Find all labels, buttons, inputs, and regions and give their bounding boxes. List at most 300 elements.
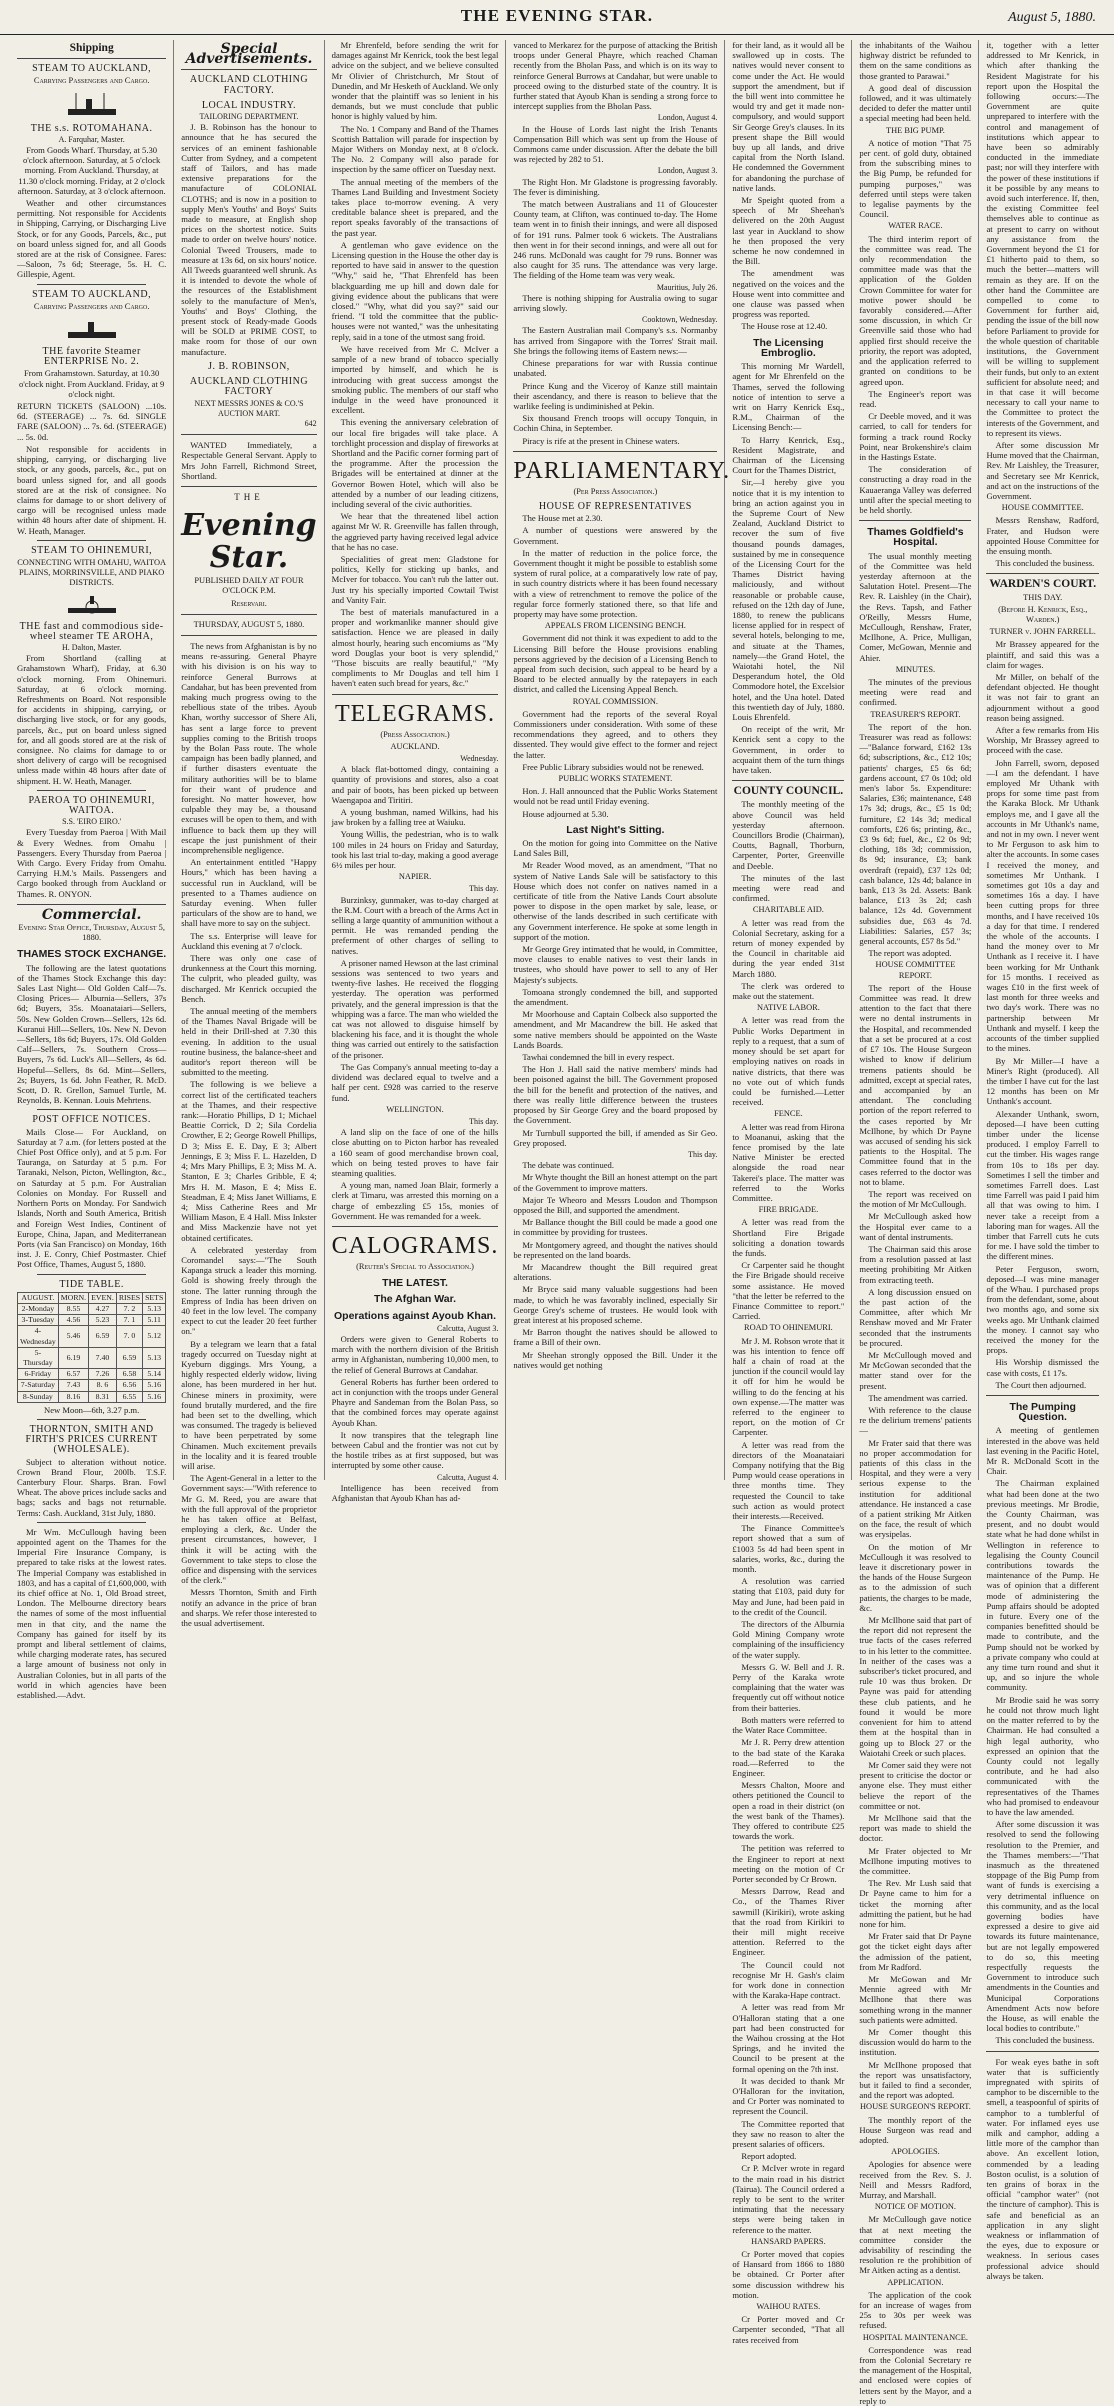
report-paragraph: Mr George Grey intimated that he would, in Committee, move clauses to enable natives to vest their lands in trustees, who should have power to sell to any of Her Majesty's subjects. xyxy=(513,944,718,985)
table-cell: 6.59 xyxy=(89,1326,117,1347)
report-paragraph: On the motion for going into Committee on the Native Land Sales Bill, xyxy=(513,838,718,859)
report-paragraph: Mr Moorhouse and Captain Colbeck also supported the amendment, and Mr Macandrew the bill. He asked that some native members should be appointed on the Waste Lands Boards. xyxy=(513,1009,718,1050)
report-paragraph: The report of the hon. Treasurer was read as follows:—"Balance forward, £162 13s 6d; subscriptions, &c., £12 10s; patients' charges, £5 6s 6d; gardens account, £7 0s 10d; old men's labor 5s. Expenditure: Salaries, £36; maintenance, £48 17s 3d; drugs, &c., £5 1s 0d; furniture, £2 14s 3d; medical comforts, £26 6s; printing, &c., £3 9s 6d; fuel, &c., £2 0s 9d; clothing, 18s 3d; commission, 8s 9d; insurance, £3; bank overdraft (repaid), £37 12s 0d; cash balance, 12s 4d; balance in bank, £13 3s 2d. Assets: Bank balance, £13 3s 2d; cash balance, 12s 4d. Government subsidies due, £63 4s 7d. Liabilities: Salaries, £57 3s; general accounts, £57 8s 5d." xyxy=(859,721,972,947)
subsection-heading: ROYAL COMMISSION. xyxy=(572,696,659,706)
report-paragraph: Messrs G. W. Bell and J. R. Perry of the Karaka wrote complaining that the water was frequently cut off without notice from their batteries. xyxy=(732,1661,845,1713)
report-paragraph: This morning Mr Wardell, agent for Mr Ehrenfeld on the Thames, served the following notice of intention to serve a writ on Harry Kenrick Esq., R.M., Chairman of the Licensing Bench:— xyxy=(732,361,845,433)
report-paragraph: Mr McIlhone said that part of the report did not represent the true facts of the cases referred to in his letter to the committee. In neither of the cases was a subscriber's ticket procured, and rule 10 was thus broken. Dr Payne was paid for attending these club patients, and he found it would be more convenient for him to attend them at the hospital than in going up to Block 27 or the Waiotahi Creek or such places. xyxy=(859,1615,972,1758)
nameplate-motto: Reservari. xyxy=(231,598,267,608)
report-paragraph: Tawhai condemned the bill in every respect. xyxy=(522,1052,675,1063)
divider xyxy=(37,1522,146,1523)
report-paragraph: A meeting of gentlemen interested in the above was held last evening in the Pacific Hotel, Mr R. McDonald Scott in the Chair. xyxy=(986,1425,1100,1477)
table-cell: 4.56 xyxy=(58,1315,88,1326)
section-byline: (Press Association.) xyxy=(380,729,450,739)
cable-paragraph: Orders were given to General Roberts to march with the northern division of the British army in Afghanistan, numbering 10,000 men, to the relief of General Burrows at Candahar. xyxy=(331,1333,499,1375)
nameplate-the: THE xyxy=(234,491,264,502)
dateline-place: WELLINGTON. xyxy=(386,1104,444,1114)
report-paragraph: Messrs Chalton, Moore and others petitioned the Council to open a road in their district (on the west bank of the Thames). They offered to contribute £25 towards the work. xyxy=(732,1780,845,1842)
table-cell: 5.13 xyxy=(143,1303,166,1314)
ad-heading: STEAM TO OHINEMURI, xyxy=(31,544,153,556)
report-paragraph: Mr Macandrew thought the Bill required great alterations. xyxy=(513,1261,718,1283)
divider xyxy=(17,58,166,59)
ad-body: WANTED Immediately, a Respectable General Servant. Apply to Mrs John Farrell, Richmond Street, Shortland. xyxy=(181,440,317,481)
subsection-heading: CHARITABLE AID. xyxy=(752,905,824,915)
report-paragraph: Cr Carpenter said he thought the Fire Brigade should receive some assistance. He moved "that the letter be referred to the Finance Committee to report." Carried. xyxy=(732,1260,845,1322)
report-paragraph: Apologies for absence were received from the Rev. S. J. Neill and Messrs Radford, Murray, and Marshall. xyxy=(859,2159,972,2201)
telegram-paragraph: A prisoner named Hewson at the last criminal sessions was sentenced to two years and twenty-five lashes. He received the flogging yesterday. The operation was performed privately, and the general impression is that the whipping was a farce. The man who wielded the cat was not allowed to disguise himself by blackening his face, and it is thought the whole thing was carried out entirely to the satisfaction of the prisoner. xyxy=(331,957,499,1060)
subsection-heading: MINUTES. xyxy=(895,664,936,674)
report-paragraph: it, together with a letter addressed to Mr Kenrick, in which after thanking the Resident Magistrate for his report upon the Hospital the following occurs:—The Government are quite unprepared to interfere with the control and management of institutions which appear to have been so admirably conducted in the immediate past; nor will they interfere with the power of these institutions if it be possible by any means to avoid such interference. If, then, the existing Committee feel themselves able to continue as at present to carry on without any assistance from the Government beyond the £1 for £1 hitherto paid to them, so much the better—matters will remain as they are. If on the other hand the Committee are compelled to come to Government for further aid, pending the issue of the bill now before Parliament to provide for the whole question of charitable institutions, the Government will be willing to supplement their funds, but only to an extent sufficient for absolute need; and in that case it will become necessary to call your name to the Committee to protect the interests of the Government, and to represent its views. xyxy=(986,40,1100,438)
divider xyxy=(37,1109,146,1110)
divider xyxy=(37,1274,146,1275)
divider xyxy=(732,780,844,781)
divider xyxy=(181,486,316,487)
editorial-paragraph: By a telegram we learn that a fatal tragedy occurred on Tuesday night at Kyeburn diggings. Mrs Young, a highly respected elderly widow, living alone, has been murdered in her hut. Chinese miners in proximity, were found brutally murdered, and the fire had been set to the dwelling, which was consumed. The tragedy is believed to have been perpetrated by some Chinamen. Much excitement prevails in the locality and it is feared trouble will arise. xyxy=(181,1338,317,1471)
table-header-row xyxy=(18,1292,166,1303)
subsection-heading: HOSPITAL MAINTENANCE. xyxy=(862,2332,968,2342)
table-cell: 5.11 xyxy=(143,1315,166,1326)
ship-master: A. Farquhar, Master. xyxy=(58,134,125,144)
table-cell: 8-Sunday xyxy=(18,1391,59,1402)
ad-subheading: Carrying Passengers and Cargo. xyxy=(33,301,150,311)
report-paragraph: Mr Brassey appeared for the plaintiff, and said this was a claim for wages. xyxy=(986,639,1100,670)
section-heading-shipping: Shipping xyxy=(69,42,114,54)
table-cell: 6.55 xyxy=(116,1391,142,1402)
report-paragraph: The Engineer's report was read. xyxy=(859,388,972,409)
divider xyxy=(181,635,316,636)
subsection-heading: FIRE BRIGADE. xyxy=(758,1205,819,1215)
table-cell: 2-Monday xyxy=(18,1303,59,1314)
section-heading-telegrams: TELEGRAMS. xyxy=(335,700,496,727)
ad-heading: STEAM TO AUCKLAND, xyxy=(32,63,152,75)
report-paragraph: Report adopted. xyxy=(741,2151,797,2162)
report-paragraph: Mr Sheehan strongly opposed the Bill. Under it the natives would get nothing xyxy=(513,1349,718,1370)
report-paragraph: Free Public Library subsidies would not be renewed. xyxy=(522,761,704,772)
report-paragraph: The report was adopted. xyxy=(868,948,952,959)
ad-body: J. B. Robinson has the honour to announce that he has secured the services of an eminent fashionable Cutter from Sydney, and a competent staff of Tailors, and has made extensive preparations for the manufacture of COLONIAL CLOTHS; and is now in a position to supply Men's Youths' and Boys' Suits made to measure, at English shop prices on the shortest notice. Suits made to order on twelve hours' notice. Colonial Tweed Trousers, made to measure at 13s 6d, on six hours' notice. All Tweeds guaranteed well shrunk. As it is intended to devote the whole of the resources of the Establishment solely to the manufacture of Men's, Youths' and Boys' Clothing, the present stock of Ready-made Goods will be SOLD at PRIME COST, to make room for those of our own manufacture. xyxy=(181,122,317,357)
column-2 xyxy=(174,40,324,1629)
report-paragraph: The monthly meeting of the above Council was held yesterday afternoon. Councillors Brodie (Chairman), Coutts, Bagnall, Thorburn, Carpenter, Porter, Greenville and Deeble. xyxy=(732,799,845,871)
table-cell: 5.46 xyxy=(58,1326,88,1347)
report-paragraph: The clerk was ordered to make out the statement. xyxy=(732,980,845,1002)
report-paragraph: The directors of the Alburnia Gold Mining Company wrote complaining of the insufficiency of the water supply. xyxy=(732,1619,845,1660)
report-paragraph: Mr Bryce said many valuable suggestions had been made, to which he was favorably inclined, especially Sir George Grey's scheme of trustees. He would look with great interest at his proposed scheme. xyxy=(513,1284,718,1325)
ad-heading: THORNTON, SMITH AND FIRTH'S PRICES CURRENT (WHOLESALE). xyxy=(25,1423,158,1456)
report-paragraph: Alexander Unthank, sworn, deposed—I have been cutting timber under the license produced. I employ Farrell to cut the timber. His wages range from 10s to 18s per day. Sometimes I sell the timber and sometimes Farrell does. Last time Farrell was paid I paid him all that was owing to him. I never take a receipt from a laboring man for wages. All the timber that Farrell cuts he cuts for me. I have sold the timber to the different mines. xyxy=(986,1108,1100,1262)
table-cell: 7.40 xyxy=(89,1347,117,1368)
subsection-heading: HOUSE COMMITTEE. xyxy=(1001,503,1084,513)
news-paragraph: We hear that the threatened libel action against Mr W. R. Greenville has fallen through, the aggrieved party having received legal advice that he has no case. xyxy=(331,511,499,552)
report-paragraph: John Farrell, sworn, deposed—I am the defendant. I have employed Mr Uthank with props for some time past from the Karaka Block. Mr Uthank employs me, and I gave all the accounts in Mr Uthank's name, and not in my own. I never went to Mr Ferguson to ask him to alter the accounts. In some cases I received the money, and sometimes Mr Unthank. I sometimes got 10s a day and sometimes 16s a day. I have been cutting props for three months, and I have received 10s a day for that time. I rendered the whole of the accounts. I hand the money over to Mr Unthank as I receive it. I have been working for Mr Unthank for 15 months. I received as wages £10 in the first week of last month for three weeks and two day's work. There was no partnership between Mr Unthank and myself. I keep the accounts of the timber supplied to the mines. xyxy=(986,757,1100,1054)
table-cell: 8.16 xyxy=(58,1391,88,1402)
column-header: MORN. xyxy=(58,1292,88,1303)
report-paragraph: His Worship dismissed the case with costs, £1 17s. xyxy=(986,1357,1100,1378)
report-paragraph: The minutes of the last meeting were read and confirmed. xyxy=(732,872,845,904)
divider xyxy=(859,520,971,521)
table-cell: 5.16 xyxy=(143,1380,166,1391)
ad-body: Not responsible for accidents in shipping, carrying, or discharging live stock, or any goods, parcels, &c., put on board unless signed for, and all goods stored are at the risk of consignee. No claims for damage to or short delivery of cargo will be recognised unless made within 48 hours after date of shipment. H. W. Heath, Manager. xyxy=(17,443,167,536)
table-cell: 4.27 xyxy=(89,1303,117,1314)
report-paragraph: Mr Turnbull supported the bill, if amended as Sir Geo. Grey proposed. xyxy=(513,1127,718,1148)
report-paragraph: A letter was read from Mr O'Halloran stating that a one part had been constructed for the Waihou crossing at the Hot Springs, and he invited the Council to be present at the formal opening on the 7th inst. xyxy=(732,2002,845,2074)
dateline: This day. xyxy=(688,1149,718,1159)
ship-name: S.S. 'EIRO EIRO.' xyxy=(62,817,122,827)
news-paragraph: The best of materials manufactured in a proper and workmanlike manner should give satisfaction. Hence we are pleased in daily almost hourly, hearing such encomiums as "My word Douglas your boot is very splendid," "Those biscuits are really beautiful," "My compliments to Mr Douglas and tell him I haven't eaten such bread for years, &c." xyxy=(331,606,499,689)
column-5 xyxy=(725,40,852,2345)
dateline-place: NAPIER. xyxy=(398,872,432,882)
telegram-paragraph: Burzinksy, gunmaker, was to-day charged at the R.M. Court with a breach of the Arms Act in selling a large quantity of ammunition without a permit. He was remanded pending the preferment of other charges of selling to natives. xyxy=(331,894,499,956)
report-paragraph: The debate was continued. xyxy=(522,1160,615,1171)
ad-body: Weather and other circumstances permitting. Not responsible for Accidents in Shipping, Carrying, or Discharging Live Stock, or for any Goods, Parcels, &c., put on board unless signed for, and all Goods stored are at the risk of Consignee. Fares:—Saloon, 7s 6d; Steerage, 5s. H. C. Gillespie, Agent. xyxy=(17,198,167,280)
table-row xyxy=(18,1326,166,1347)
section-byline: (Per Press Association.) xyxy=(573,486,658,496)
telegram-paragraph: Young Willis, the pedestrian, who is to walk 100 miles in 24 hours on Friday and Saturday, took his last trial to-day, making a good average 6½ miles per hour. xyxy=(331,829,499,871)
ad-heading: AUCKLAND CLOTHING FACTORY. xyxy=(189,74,309,96)
telegram-paragraph: The Gas Company's annual meeting to-day a dividend was declared equal to twelve and a half per cent. £928 was carried to the reserve fund. xyxy=(331,1061,499,1103)
page-title: THE EVENING STAR. xyxy=(460,6,654,25)
ad-logo-text: AUCKLAND CLOTHING FACTORY xyxy=(189,376,309,398)
editorial-paragraph: The following is we believe a correct list of the certificated teachers at the Thames, and their respective rank:—Horatio Phillips, D 1; Michael Beattie Corrick, D 2; Sila Cordelia Crowther, E 2; George Rowell Phillips, D 3; Miss E. E. Day, E 3; Albert Jennings, E 3; Miss F. L. Hazelden, D 4; Mrs Mary Phillips, E 3; Miss M. A. Stanton, E 3; Charles Gribble, E 4; Mrs H. M. Mason, E 4; Miss E. Steadman, E 4; Miss Janet Williams, E 4; Miss Catherine Rees and Mr William Mason, E 4 Hall. Miss Inkster and Miss Mackenzie have not yet obtained certificates. xyxy=(181,1079,317,1243)
ad-body: From Shortland (calling at Grahamstown Wharf), Friday, at 6.30 o'clock morning. From Ohinemuri. Saturday, at 6 o'clock morning. Refreshments on Board. Not responsible for accidents in shipping, carrying, or discharging live stock, or for any goods, parcels, &c., put on board unless signed for, and all goods stored are at the risk of consignee. No claims for damage to or short delivery of cargo will be recognised unless made within 48 hours after date of shipment. H. W. Heath, Manager. xyxy=(17,653,167,786)
cable-paragraph: There is nothing shipping for Australia owing to sugar arriving slowly. xyxy=(513,292,718,314)
cable-paragraph: Six thousand French troops will occupy Tonquin, in Cochin China, in September. xyxy=(513,413,718,434)
subsection-heading: WAIHOU RATES. xyxy=(756,2302,821,2312)
fares: RETURN TICKETS (SALOON) ...10s. 6d. (STEERAGE) ... 7s. 6d. SINGLE FARE (SALOON) ... 7s. 6d. (STEERAGE) ... 5s. 0d. xyxy=(17,401,167,442)
report-paragraph: This concluded the business. xyxy=(995,558,1095,569)
table-row xyxy=(18,1369,166,1380)
table-cell: 6.19 xyxy=(58,1347,88,1368)
cable-paragraph: vanced to Merkarez for the purpose of attacking the British troops under General Phayre, which reached Chaman recently from the Bholan Pass, and which is on its way to reinforce General Burrows at Candahar, but were unable to proceed owing to the disturbed state of the country. It is further stated that Ayoub Khan is sending a strong force to intercept supplies from the Bholan Pass. xyxy=(513,40,718,112)
report-paragraph: Peter Ferguson, sworn, deposed—I was mine manager of the Whau. I purchased props from the defendant, some, about two months ago, and some six weeks ago. Mr Unthank claimed the money. I cannot say who received the money for the props. xyxy=(986,1263,1100,1356)
report-paragraph: A notice of motion "That 75 per cent. of gold duty, obtained from the subscribing mines to the Big Pump, be refunded for pumping purposes," was deferred until steps were taken to legalise payments by the Council. xyxy=(859,137,972,220)
report-paragraph: The Committee reported that they saw no reason to alter the present salaries of officers. xyxy=(732,2118,845,2150)
cable-paragraph: Piracy is rife at the present in Chinese waters. xyxy=(522,435,680,446)
editorial-paragraph: A celebrated yesterday from Coromandel says:—"The South Kapanga struck a leader this morning. Gold is showing freely through the stone. The latter running through the Empress of India has been driven on 40 feet in the low level. The company expect to cut the leader 20 feet further on." xyxy=(181,1244,317,1337)
table-cell: 8.31 xyxy=(89,1391,117,1402)
table-row xyxy=(18,1347,166,1368)
report-paragraph: By Mr Miller—I have a Miner's Right (produced). All the timber I have cut for the last 12 months has been on Mr Unthank's account. xyxy=(986,1055,1100,1107)
report-paragraph: It was decided to thank Mr O'Halloran for the invitation, and Cr Porter was nominated to represent the Council. xyxy=(732,2075,845,2117)
divider xyxy=(37,1419,146,1420)
columns xyxy=(10,40,1106,2406)
cable-paragraph: Chinese preparations for war with Russia continue unabated. xyxy=(513,358,718,379)
report-paragraph: The application of the cook for an increase of wages from 25s to 30s per week was refused. xyxy=(859,2289,972,2331)
news-paragraph: Specialities of great men: Gladstone for politics, Kelly for sticking up banks, and McIver for tobacco. You can't rub the latter out. Just try his specially imported Cowtail Twist and Vanity Fair. xyxy=(331,553,499,605)
ship-name: THE favorite Steamer ENTERPRISE No. 2. xyxy=(42,346,141,368)
subsection-heading: NATIVE LABOR. xyxy=(756,1003,820,1013)
article-heading: The Pumping Question. xyxy=(1009,1401,1076,1424)
report-paragraph: Mr Frater said that Dr Payne got the ticket eight days after the admission of the patient, from Mr Radford. xyxy=(859,1931,972,1972)
subsection-heading: WATER RACE. xyxy=(888,221,943,231)
report-paragraph: Cr Deeble moved, and it was carried, to call for tenders for forming a track round Rocky Point, near Brokenshire's claim in the Hastings Estate. xyxy=(859,411,972,462)
report-paragraph: The amendment was negatived on the voices and the House went into committee and one clause was passed when progress was reported. xyxy=(732,268,845,320)
report-paragraph: Government did not think it was expedient to add to the Licensing Bill before the House provisions enabling persons aggrieved by the decision of a Licensing Bench to appeal from such decision, such appeal to be heard by a Board to be elected annually by the ratepayers in each district, and called the Licensing Appeal Bench. xyxy=(513,633,718,695)
article-heading: Last Night's Sitting. xyxy=(566,823,665,836)
column-header: RISES xyxy=(116,1292,142,1303)
report-paragraph: Mr McIlhone said that the report was made to shield the doctor. xyxy=(859,1812,972,1844)
paddle-steamer-icon xyxy=(62,593,122,617)
table-cell: 7.43 xyxy=(58,1380,88,1391)
divider xyxy=(37,540,146,541)
report-paragraph: A letter was read from the Public Works Department in reply to a request, that a sum of money should be set apart for employing natives on roads in native districts, that there was no vote out of which funds could be furnished.—Letter received. xyxy=(732,1015,845,1108)
table-row xyxy=(18,1303,166,1314)
report-paragraph: Government had the reports of the several Royal Commissioners under consideration. With some of these recommendations they agreed, and to others they dissented. They would give effect to the former and reject the latter. xyxy=(513,708,718,760)
dateline: Cooktown, Wednesday. xyxy=(642,315,718,325)
edition-date: THURSDAY, AUGUST 5, 1880. xyxy=(193,619,305,629)
ad-heading: STEAM TO AUCKLAND, xyxy=(32,288,152,300)
dateline-day: This day. xyxy=(469,884,499,894)
dateline: London, August 4. xyxy=(657,113,718,123)
case-title: TURNER v. JOHN FARRELL. xyxy=(989,627,1096,637)
section-heading-commercial: Commercial. xyxy=(41,906,142,923)
moon-phase: New Moon—6th, 3.27 p.m. xyxy=(44,1404,140,1415)
report-paragraph: Mr Frater objected to Mr McIlhone imputing motives to the committee. xyxy=(859,1845,972,1876)
table-cell: 5.13 xyxy=(143,1347,166,1368)
subsection-heading: HANSARD PAPERS. xyxy=(751,2236,826,2246)
article-body: Mr Wm. McCullough having been appointed agent on the Thames for the Imperial Fire Insurance Company, is prepared to take risks at the lowest rates. The Imperial Company was established in 1803, and has a capital of £1,600,000, with its chief office at No. 1, Old Broad street, London. The Melbourne directory bears the names of some of the most influential men in that city, and the name the Company has gained for itself by its prompt and liberal settlement of claims, while charging moderate rates, has secured a large amount of business not only in Australian Colonies, but in all parts of the world in which agencies have been established.—Advt. xyxy=(17,1526,167,1701)
subsection-heading: ROAD TO OHINEMURI. xyxy=(743,1323,833,1333)
subsection-heading: FENCE. xyxy=(774,1109,803,1119)
report-paragraph: Mr Comer said they were not present to criticise the doctor or anyone else. They must either believe the report of the committee or not. xyxy=(859,1759,972,1811)
column-3 xyxy=(325,40,507,1503)
report-paragraph: House adjourned at 5.30. xyxy=(522,808,609,819)
report-paragraph: Mr Whyte thought the Bill an honest attempt on the part of the Government to improve matters. xyxy=(513,1172,718,1193)
report-paragraph: The monthly report of the House Surgeon was read and adopted. xyxy=(859,2114,972,2146)
report-paragraph: Correspondence was read from the Colonial Secretary re the management of the Hospital, and enclosed were copies of letters sent by the Mayor, and a reply to xyxy=(859,2344,972,2406)
sailing-times: From Grahamstown. Saturday, at 10.30 o'clock night. From Auckland. Friday, at 9 o'clock night. xyxy=(18,368,165,399)
ship-name: THE s.s. ROTOMAHANA. xyxy=(30,122,153,134)
divider xyxy=(332,694,499,695)
column-4 xyxy=(506,40,731,1480)
report-paragraph: With reference to the clause re the delirium tremens' patients— xyxy=(859,1405,972,1436)
news-paragraph: We have received from Mr C. McIver a sample of a new brand of tobacco specially imported by himself, and which he is introducing with great success amongst the smoking public. The members of our staff who indulge in the weed have pronounced it excellent. xyxy=(331,343,499,416)
report-paragraph: Major Te Wheoro and Messrs Loudon and Thompson opposed the Bill, and supported the amendment. xyxy=(513,1194,718,1215)
steamship-icon xyxy=(62,91,122,119)
report-paragraph: Mr Frater said that there was no proper accommodation for patients of this class in the Hospital, and they were a very serious expense to the institution for additional attendance. He instanced a case of a patient striking Mr Aitken on the face, the result of which was erysipelas. xyxy=(859,1437,972,1540)
divider xyxy=(181,434,316,435)
table-row xyxy=(18,1391,166,1402)
column-header: EVEN. xyxy=(89,1292,117,1303)
table-cell: 6.57 xyxy=(58,1369,88,1380)
report-paragraph: The consideration of constructing a dray road in the Kauaeranga Valley was deferred until after the special meeting to be held shortly. xyxy=(859,464,972,515)
cable-paragraph: In the House of Lords last night the Irish Tenants Compensation Bill which was sent up from the House of Commons came under discussion. After the debate the bill was rejected by 282 to 51. xyxy=(513,123,718,165)
tide-table-heading: TIDE TABLE. xyxy=(59,1278,124,1290)
table-cell: 3-Tuesday xyxy=(18,1315,59,1326)
report-paragraph: The Court then adjourned. xyxy=(995,1379,1087,1390)
report-paragraph: Hon. J. Hall announced that the Public Works Statement would not be read until Friday evening. xyxy=(513,786,718,807)
divider xyxy=(332,1226,499,1227)
article-body: The following are the latest quotations of the Thames Stock Exchange this day: Sales Last Night— Old Golden Calf—7s. Closing Prices— Alburnia—Sellers, 37s 6d; Buyers, 35s. Moanataiari—Sellers, 50s. New Golden Crown—Sellers, 12s 6d. Kuranui Hill—Sellers, 10s. New N. Devon—Sellers, 18s 6d; Buyers, 17s. Old Golden Calf—Sellers, 7s. Southern Cross—Buyers, 7s 6d. Luck's All—Sellers, 4s 6d. Hopeful—Sellers, 8s 6d. Mint—Sellers, 2s; Buyers, 1s 6d. John Feather, R. McD. Scott, D. R. Grellon, Samuel Turtle, M. Reynolds, B. Kennan. Louis Mehrtens. xyxy=(17,962,167,1106)
page-date: August 5, 1880. xyxy=(1008,10,1096,25)
editorial-paragraph: The annual meeting of the members of the Thames Naval Brigade will be held in their Drill-shed at 7.30 this evening. In addition to the usual routine business, the balance-sheet and auditor's report thereon will be submitted to the meeting. xyxy=(181,1006,317,1078)
tide-table xyxy=(17,1292,166,1403)
report-paragraph: Mr McIlhone proposed that the report was unsatisfactory, but it failed to find a seconder, and the report was adopted. xyxy=(859,2059,972,2101)
article-subheading: (Before H. Kenrick, Esq., Warden.) xyxy=(998,604,1088,624)
ad-body: Every Tuesday from Paeroa | With Mail & Every Wednes. from Omahu | Passengers. Every Thursday from Paeroa | With Cargo. Every Friday from Omahu. Carrying H.M.'s Mails. Passengers and Cargo booked through from Auckland or Thames. R. ONYON. xyxy=(17,827,167,899)
table-cell: 5.14 xyxy=(143,1369,166,1380)
table-row xyxy=(18,1315,166,1326)
editorial-paragraph: An entertainment entitled "Happy Hours," which has been having a successful run in Auckland, will be presented to a Thames audience on Saturday evening. When fuller particulars of the show are to hand, we shall have more to say on the subject. xyxy=(181,857,317,929)
ad-subheading: CONNECTING WITH OMAHU, WAITOA PLAINS, MORRINSVILLE, AND PIAKO DISTRICTS. xyxy=(17,557,167,588)
editorial-paragraph: The Agent-General in a letter to the Government says:—"With reference to Mr G. M. Reed, you are aware that with the full approval of the proprietor he has taken office at Belfast, employing a clerk, &c. Under the present circumstances, however, I think it will be acting with the Government to take steps to close the office and dispensing with the services of the clerk." xyxy=(181,1473,317,1586)
section-heading-parliamentary: PARLIAMENTARY. xyxy=(513,457,731,484)
report-paragraph: The report of the House Committee was read. It drew attention to the fact that there were no dental instruments in the Hospital, and recommended that a set be procured at a cost of £7 10s. The House Surgeon wished to know if delirium tremens patients should be admitted, except at special rates, and accompanied by an attendant. The concluding portion of the report referred to the cases reported by Mr McIlhone, by which Dr Payne was accused of sending his sick patients to the Hospital. The Committee found that in the cases referred to the doctor was not to blame. xyxy=(859,982,972,1187)
section-heading-special-ads: Special Advertisements. xyxy=(185,41,313,68)
ad-number: 642 xyxy=(304,418,317,428)
article-subheading: THIS DAY. xyxy=(1023,592,1063,602)
report-paragraph: The Chairman explained what had been done at the two previous meetings. Mr Brodie, the County Chairman, was present, and no doubt would state what he had done whilst in Wellington in reference to legalising the County Council contributions towards the maintenance of the Pump. He was of opinion that a different mode of administering the Pump affairs should be adopted in future. Every one of the companies benefitted should be made to contribute, and the Pump should not be worked by a private company who could at any time turn round and shut it up, and so injure the whole community. xyxy=(986,1478,1100,1693)
column-1 xyxy=(10,40,174,1701)
report-paragraph: The Rev. Mr Lush said that Dr Payne came to him for a ticket the morning after admitting the patient, but he had none for him. xyxy=(859,1878,972,1929)
article-subheading: Operations against Ayoub Khan. xyxy=(334,1309,497,1322)
table-cell: 4-Wednesday xyxy=(18,1326,59,1347)
report-paragraph: After some discussion it was resolved to send the following resolution to the Premier, and the Thames members:—"That inasmuch as the threatened stoppage of the Big Pump from want of funds is exercising a very detrimental influence on this community, and as the local governing bodies have expressed a desire to give aid towards its future maintenance, but are not legally empowered to do so, this meeting respectfully requests the Government to introduce such amendments in the Counties and Municipal Corporations Amendment Acts now before the House, as will enable the local bodies to contribute." xyxy=(986,1819,1100,2034)
report-paragraph: The minutes of the previous meeting were read and confirmed. xyxy=(859,676,972,708)
cable-paragraph: The Right Hon. Mr Gladstone is progressing favorably. The fever is diminishing. xyxy=(513,176,718,197)
article-heading: HOUSE OF REPRESENTATIVES xyxy=(538,500,692,512)
ship-name: THE fast and commodious side-wheel steamer TE AROHA, xyxy=(19,620,164,642)
divider xyxy=(17,904,166,905)
report-paragraph: On the motion of Mr McCullough it was resolved to leave it discretionary power in the hands of the House Surgeon as to the admission of such patients, the charges to be made, &c. xyxy=(859,1541,972,1613)
article-body: Mails Close— For Auckland, on Saturday at 7 a.m. (for letters posted at the Chief Post Office only), and at 5 p.m. For Tauranga, on Saturday at 5 p.m. For Taranaki, Nelson, Picton, Wellington, &c., on Saturday at 5 p.m. For Australian Colonies on Monday. For Russell and Northern Ports on Monday. For Sandwich Islands, North and South America, British and Foreign West Indies, Continent of Europe, China, Japan, and Mediterranean Ports (via San Francisco) on Monday, 16th inst. J. E. Conry, Chief Postmaster. Chief Post Office, Thames, August 5, 1880. xyxy=(17,1126,167,1270)
article-heading: WARDEN'S COURT. xyxy=(989,578,1097,591)
divider xyxy=(986,2051,1099,2052)
report-paragraph: Mr Miller, on behalf of the defendant objected. He thought it was not fair to grant an adjournment without a good reason being assigned. xyxy=(986,671,1100,723)
article-heading: The Afghan War. xyxy=(373,1293,457,1306)
report-paragraph: Mr Comer thought this discussion would do harm to the institution. xyxy=(859,2026,972,2058)
ad-heading: PAEROA TO OHINEMURI, WAITOA. xyxy=(28,794,155,816)
subsection-heading: TREASURER'S REPORT. xyxy=(870,709,961,719)
news-paragraph: A gentleman who gave evidence on the Licensing question in the House the other day is reported to have said in answer to the question "Why," said he, "That Ehrenfeld has been blackguarding me up hill and down dale for giving evidence about the publicans that were closed." "Why, what did you say?" said our friend. "I told the committee that the public-houses were not wanted," was the unhesitating reply, said in a tone of the utmost sang froid. xyxy=(331,239,499,342)
dateline-place: AUCKLAND. xyxy=(390,741,440,751)
report-paragraph: The House met at 2.30. xyxy=(522,513,603,524)
subsection-heading: HOUSE SURGEON'S REPORT. xyxy=(859,2102,971,2112)
section-heading-calograms: CALOGRAMS. xyxy=(331,1232,499,1259)
report-paragraph: A letter was read from the Colonial Secretary, asking for a return of money expended by the Council in charitable aid during the year ended 31st March 1880. xyxy=(732,917,845,979)
report-paragraph: A number of questions were answered by the Government. xyxy=(513,525,718,546)
cable-paragraph: The match between Australians and 11 of Gloucester County team, at Clifton, was continued to-day. The Home team went in to finish their innings, and were all disposed of for 191 runs. Palmer took 6 wickets. The Australians then went in for their second innings, and were all out for 246 runs. McDonald was caught for 79 runs. Bonner was also caught for 35 runs. The attendance was very large. The fielding of the Home team was very weak. xyxy=(513,199,718,281)
cable-paragraph: General Roberts has further been ordered to act in conjunction with the troops under General Phayre and Sandeman from the Bolan Pass, so that the combined forces may operate against Ayoub Khan. xyxy=(331,1376,499,1428)
report-paragraph: A letter was read from the Shortland Fire Brigade soliciting a donation towards the funds. xyxy=(732,1217,845,1258)
report-paragraph: Messrs Renshaw, Radford, Frater, and Hudson were appointed House Committee for the ensuing month. xyxy=(986,515,1100,556)
report-paragraph: For weak eyes bathe in soft water that is sufficiently impregnated with spirits of camphor to be discernible to the smell, a teaspoonful of spirits of camphor to a tumblerful of water. For inflamed eyes use milk and camphor, adding a little more of the camphor than above. An excellent lotion, commended by a leading Boston oculist, is a solution of ten grains of borax in the official "camphor water" (not the tincture of camphor). This is safe and beneficial as an application in any slight weakness or inflammation of the eyes, due to exposure or weakness. In serious cases professional advice should always be taken. xyxy=(986,2056,1100,2281)
ad-signature: J. B. ROBINSON, xyxy=(208,360,290,372)
report-paragraph: Mr J. M. Robson wrote that it was his intention to fence off half a chain of road at the junction if the council would lay it off for him he would be willing to do the fencing at his own expense.—The matter was referred to the engineer to report, on the motion of Cr Carpenter. xyxy=(732,1335,845,1438)
subsection-heading: NOTICE OF MOTION. xyxy=(874,2202,957,2212)
report-paragraph: The Finance Committee's report showed that a sum of £1003 5s 4d had been spent in salaries, works, &c., during the month. xyxy=(732,1523,845,1575)
report-paragraph: Cr Porter moved that copies of Hansard from 1866 to 1880 be obtained. Cr Porter after some discussion withdrew his motion. xyxy=(732,2249,845,2300)
report-paragraph: A resolution was carried stating that £103, paid duty for May and June, had been paid in to the credit of the Council. xyxy=(732,1576,845,1617)
divider xyxy=(986,1395,1099,1396)
report-paragraph: The report was received on the motion of Mr McCullough. xyxy=(859,1188,972,1210)
table-cell: 7. 1 xyxy=(116,1315,142,1326)
sailing-times: From Goods Wharf. Thursday, at 5.30 o'clock afternoon. Saturday, at 5 o'clock morning. From Auckland. Thursday, at 11.30 o'clock morning. Friday, at 2 o'clock afternoon. Saturday, at 3 o'clock afternoon. xyxy=(17,145,166,196)
report-paragraph: Cr Porter moved and Cr Carpenter seconded, "That all rates received from xyxy=(732,2314,845,2345)
report-paragraph: Cr P. McIver wrote in regard to the main road in his district (Tairua). The Council ordered a reply to be sent to the writer intimating that the necessary steps were being taken in reference to the matter. xyxy=(732,2163,845,2235)
report-paragraph: After some discussion Mr Hume moved that the Chairman, Rev. Mr Laishley, the Treasurer, and Secretary see Mr Kenrick, and act on the instructions of the Government. xyxy=(986,439,1100,501)
cable-paragraph: Prince Kung and the Viceroy of Kanze still maintain their ascendancy, and there is reason to believe that the warlike feeling is undiminished at Pekin. xyxy=(513,380,718,411)
report-paragraph: The House rose at 12.40. xyxy=(741,321,828,332)
report-paragraph: Messrs Darrow, Read and Co., of the Thames River sawmill (Kirikiri), wrote asking that the road from Kirikiri to their mill might receive attention. Referred to the Engineer. xyxy=(732,1886,845,1958)
article-heading: COUNTY COUNCIL. xyxy=(733,785,844,798)
subsection-heading: APPLICATION. xyxy=(887,2277,944,2287)
report-paragraph: The Chairman said this arose from a resolution passed at last meeting prohibiting Mr Aitken from extracting teeth. xyxy=(859,1243,972,1285)
report-paragraph: for their land, as it would all be swallowed up in costs. The natives would never consent to come under the Act. He would support the amendment, but if the bill went into committee he would try and get it made non-compulsory, and would support Sir George Grey's clauses. In its present shape the Bill would buy up all lands, and drive capital from the North Island. He condemned the Government for abandoning the purchase of native lands. xyxy=(732,40,845,193)
ad-body: Subject to alteration without notice. Crown Brand Flour, 200lb. T.S.F. Canterbury Flour. Sharps. Bran. Fowl Wheat. The above prices include sacks and bags; sacks and bags not returnable. Terms: Cash. Auckland, 31st July, 1880. xyxy=(17,1456,167,1518)
dateline-day: This day. xyxy=(469,1116,499,1126)
news-paragraph: The No. 1 Company and Band of the Thames Scottish Battalion will parade for inspection by Major Withers on Monday next, at 8 o'clock. The No. 2 Company will also parade for inspection by the same officer on Tuesday next. xyxy=(331,123,499,175)
telegram-paragraph: A young bushman, named Wilkins, had his jaw broken by a falling tree at Waiuku. xyxy=(331,807,499,828)
report-paragraph: Mr McCullough gave notice that at next meeting the committee consider the advisability of rescinding the resolution re the prohibition of Mr Aitken acting as a dentist. xyxy=(859,2214,972,2276)
telegram-paragraph: A land slip on the face of one of the hills close abutting on to Picton harbor has revealed a 160 seam of good merchandise brown coal, which on being tested proves to have fair steaming qualities. xyxy=(331,1127,499,1178)
report-paragraph: In the matter of reduction in the police force, the Government thought it might be possible to establish some system of rural police, at a comparatively low rate of pay, in such country districts where it has been found necessary with a view of retrenchment to remove the police of the regular force formerly stationed there, so that life and property may have some protection. xyxy=(513,547,718,619)
news-paragraph: Mr Ehrenfeld, before sending the writ for damages against Mr Kenrick, took the best legal advice on the subject, and we believe consulted Mr Olivier of Christchurch, Mr Stout of Dunedin, and Mr Hesketh of Auckland. We only wonder that the plaintiff was so lenient in his demands, but we must conclude that public honor is highly valued by him. xyxy=(331,40,499,122)
report-paragraph: Mr Reader Wood moved, as an amendment, "That no system of Native Lands Sale will be satisfactory to this House which does not confer on natives named in a certificate of title from the Native Lands Court absolute power to dispose in the open market by sale, lease, or otherwise of the lands described in such certificate with any Government interference. He spoke at some length in support of the motion. xyxy=(513,860,718,942)
report-paragraph: Mr Montgomery agreed, and thought the natives should be represented on the land boards. xyxy=(513,1239,718,1260)
telegram-paragraph: A black flat-bottomed dingy, containing a quantity of provisions and stores, also a coat and pair of boots, has been picked up between Waengapoa and Tiritiri. xyxy=(331,764,499,805)
ad-subheading: LOCAL INDUSTRY. xyxy=(201,99,297,111)
masthead xyxy=(0,0,1114,35)
news-paragraph: This evening the anniversary celebration of our local fire brigades will take place. A torchlight procession and display of fireworks at Shortland and the Pacific corner forming part of the programme. After the procession the Brigades will be entertained at dinner at the Governor Bowen Hotel, which will also be attended by a number of our leading citizens, including several of the civic authorities. xyxy=(331,417,499,509)
dateline: Mauritius, July 26. xyxy=(656,282,718,292)
report-paragraph: On receipt of the writ, Mr Kenrick sent a copy to the Government, in order to acquaint them of the turn things have taken. xyxy=(732,724,845,776)
dateline-day: Wednesday. xyxy=(460,754,499,763)
steamship-icon xyxy=(62,316,122,342)
editorial-paragraph: There was only one case of drunkenness at the Court this morning. The culprit, who pleaded guilty, was discharged. Mr Kenrick occupied the Bench. xyxy=(181,953,317,1004)
report-paragraph: Mr McGowan and Mr Mennie agreed with Mr McIlhone that there was something wrong in the manner such patients were admitted. xyxy=(859,1973,972,2025)
column-header: SETS xyxy=(143,1292,166,1303)
subsection-heading: APPEALS FROM LICENSING BENCH. xyxy=(544,621,686,631)
subsection-heading: THE BIG PUMP. xyxy=(885,125,945,135)
dateline: Evening Star Office, Thursday, August 5, 1880. xyxy=(18,923,165,943)
divider xyxy=(37,284,146,285)
report-paragraph: Mr Speight quoted from a speech of Mr Sheehan's delivered on the 20th August last year in Auckland to show he then proposed the very scheme he now condemned in the Bill. xyxy=(732,195,845,267)
article-heading: POST OFFICE NOTICES. xyxy=(32,1114,151,1126)
table-cell: 5.16 xyxy=(143,1391,166,1402)
report-paragraph: Mr J. R. Perry drew attention to the bad state of the Karaka road.—Referred to the Engineer. xyxy=(732,1737,845,1778)
editorial-paragraph: Messrs Thornton, Smith and Firth notify an advance in the price of bran and sharps. We refer those interested to the usual advertisement. xyxy=(181,1587,317,1629)
report-paragraph: Mr McCullough asked how the Hospital ever came to a want of dental instruments. xyxy=(859,1211,972,1242)
dateline: Calcutta, August 4. xyxy=(437,1472,499,1482)
report-paragraph: Mr Barron thought the natives should be allowed to frame a Bill of their own. xyxy=(513,1327,718,1348)
report-paragraph: Sir,—I hereby give you notice that it is my intention to bring an action against you in the Supreme Court of New Zealand, Auckland District to recover the sum of five thousand pounds damages, sustained by me in consequence of the Licensing Court for the Thames District having maliciously, and without reasonable or probable cause, refused on the 12th day of June, 1880, to renew the publicans license applied for in respect of several hotels, belonging to me, and situate at the Thames, namely—the Grand Hotel, the Waiotahi hotel, the Nil Desperandum hotel, the Old Commodore hotel, the Excelsior hotel, and the Una hotel. Dated this twentieth day of July, 1880. Louis Ehrenfeld. xyxy=(732,477,845,722)
cable-paragraph: Intelligence has been received from Afghanistan that Ayoub Khan has ad- xyxy=(331,1482,499,1503)
subsection-heading: APOLOGIES. xyxy=(891,2147,940,2157)
table-row xyxy=(18,1380,166,1391)
news-paragraph: The annual meeting of the members of the Thames Land Building and Investment Society takes place to-morrow evening. A very creditable balance sheet is prepared, and the report speaks favorably of the transactions of the past year. xyxy=(331,176,499,238)
report-paragraph: A long discussion ensued on the past action of the Committee, after which Mr Renshaw moved and Mr Frater seconded that the instruments be procured. xyxy=(859,1286,972,1348)
table-cell: 6.59 xyxy=(116,1347,142,1368)
report-paragraph: This concluded the business. xyxy=(995,2035,1095,2046)
ad-subheading: TAILORING DEPARTMENT. xyxy=(199,112,299,122)
report-paragraph: the inhabitants of the Waihou highway district be refunded to them on the same conditions as those granted to Parawai." xyxy=(859,40,972,81)
divider xyxy=(37,790,146,791)
article-heading: The Licensing Embroglio. xyxy=(753,336,824,359)
table-cell: 5-Thursday xyxy=(18,1347,59,1368)
ad-subheading: Carrying Passengers and Cargo. xyxy=(33,76,150,86)
report-paragraph: Mr McCullough moved and Mr McGowan seconded that the matter stand over for the present. xyxy=(859,1349,972,1391)
editorial-paragraph: The s.s. Enterprise will leave for Auckland this evening at 7 o'clock. xyxy=(181,930,317,951)
divider xyxy=(513,451,717,452)
table-cell: 7. 2 xyxy=(116,1303,142,1314)
report-paragraph: A letter was read from the directors of the Moanataiari Company notifying that the Big Pump would cease operations in three months time. They requested the Council to take such action as would protect their interests.—Received. xyxy=(732,1439,845,1522)
table-cell: 6.56 xyxy=(116,1380,142,1391)
report-paragraph: A letter was read from Hirona to Moananui, asking that the fence promised by the late Native Minister be erected alongside the road near Takerei's place. The matter was referred to the Works Committee. xyxy=(732,1121,845,1203)
report-paragraph: The petition was referred to the Engineer to report at next meeting on the motion of Cr Porter seconded by Cr Brown. xyxy=(732,1843,845,1884)
divider xyxy=(181,69,316,70)
column-7 xyxy=(979,40,1106,2281)
subsection-heading: PUBLIC WORKS STATEMENT. xyxy=(558,774,673,783)
